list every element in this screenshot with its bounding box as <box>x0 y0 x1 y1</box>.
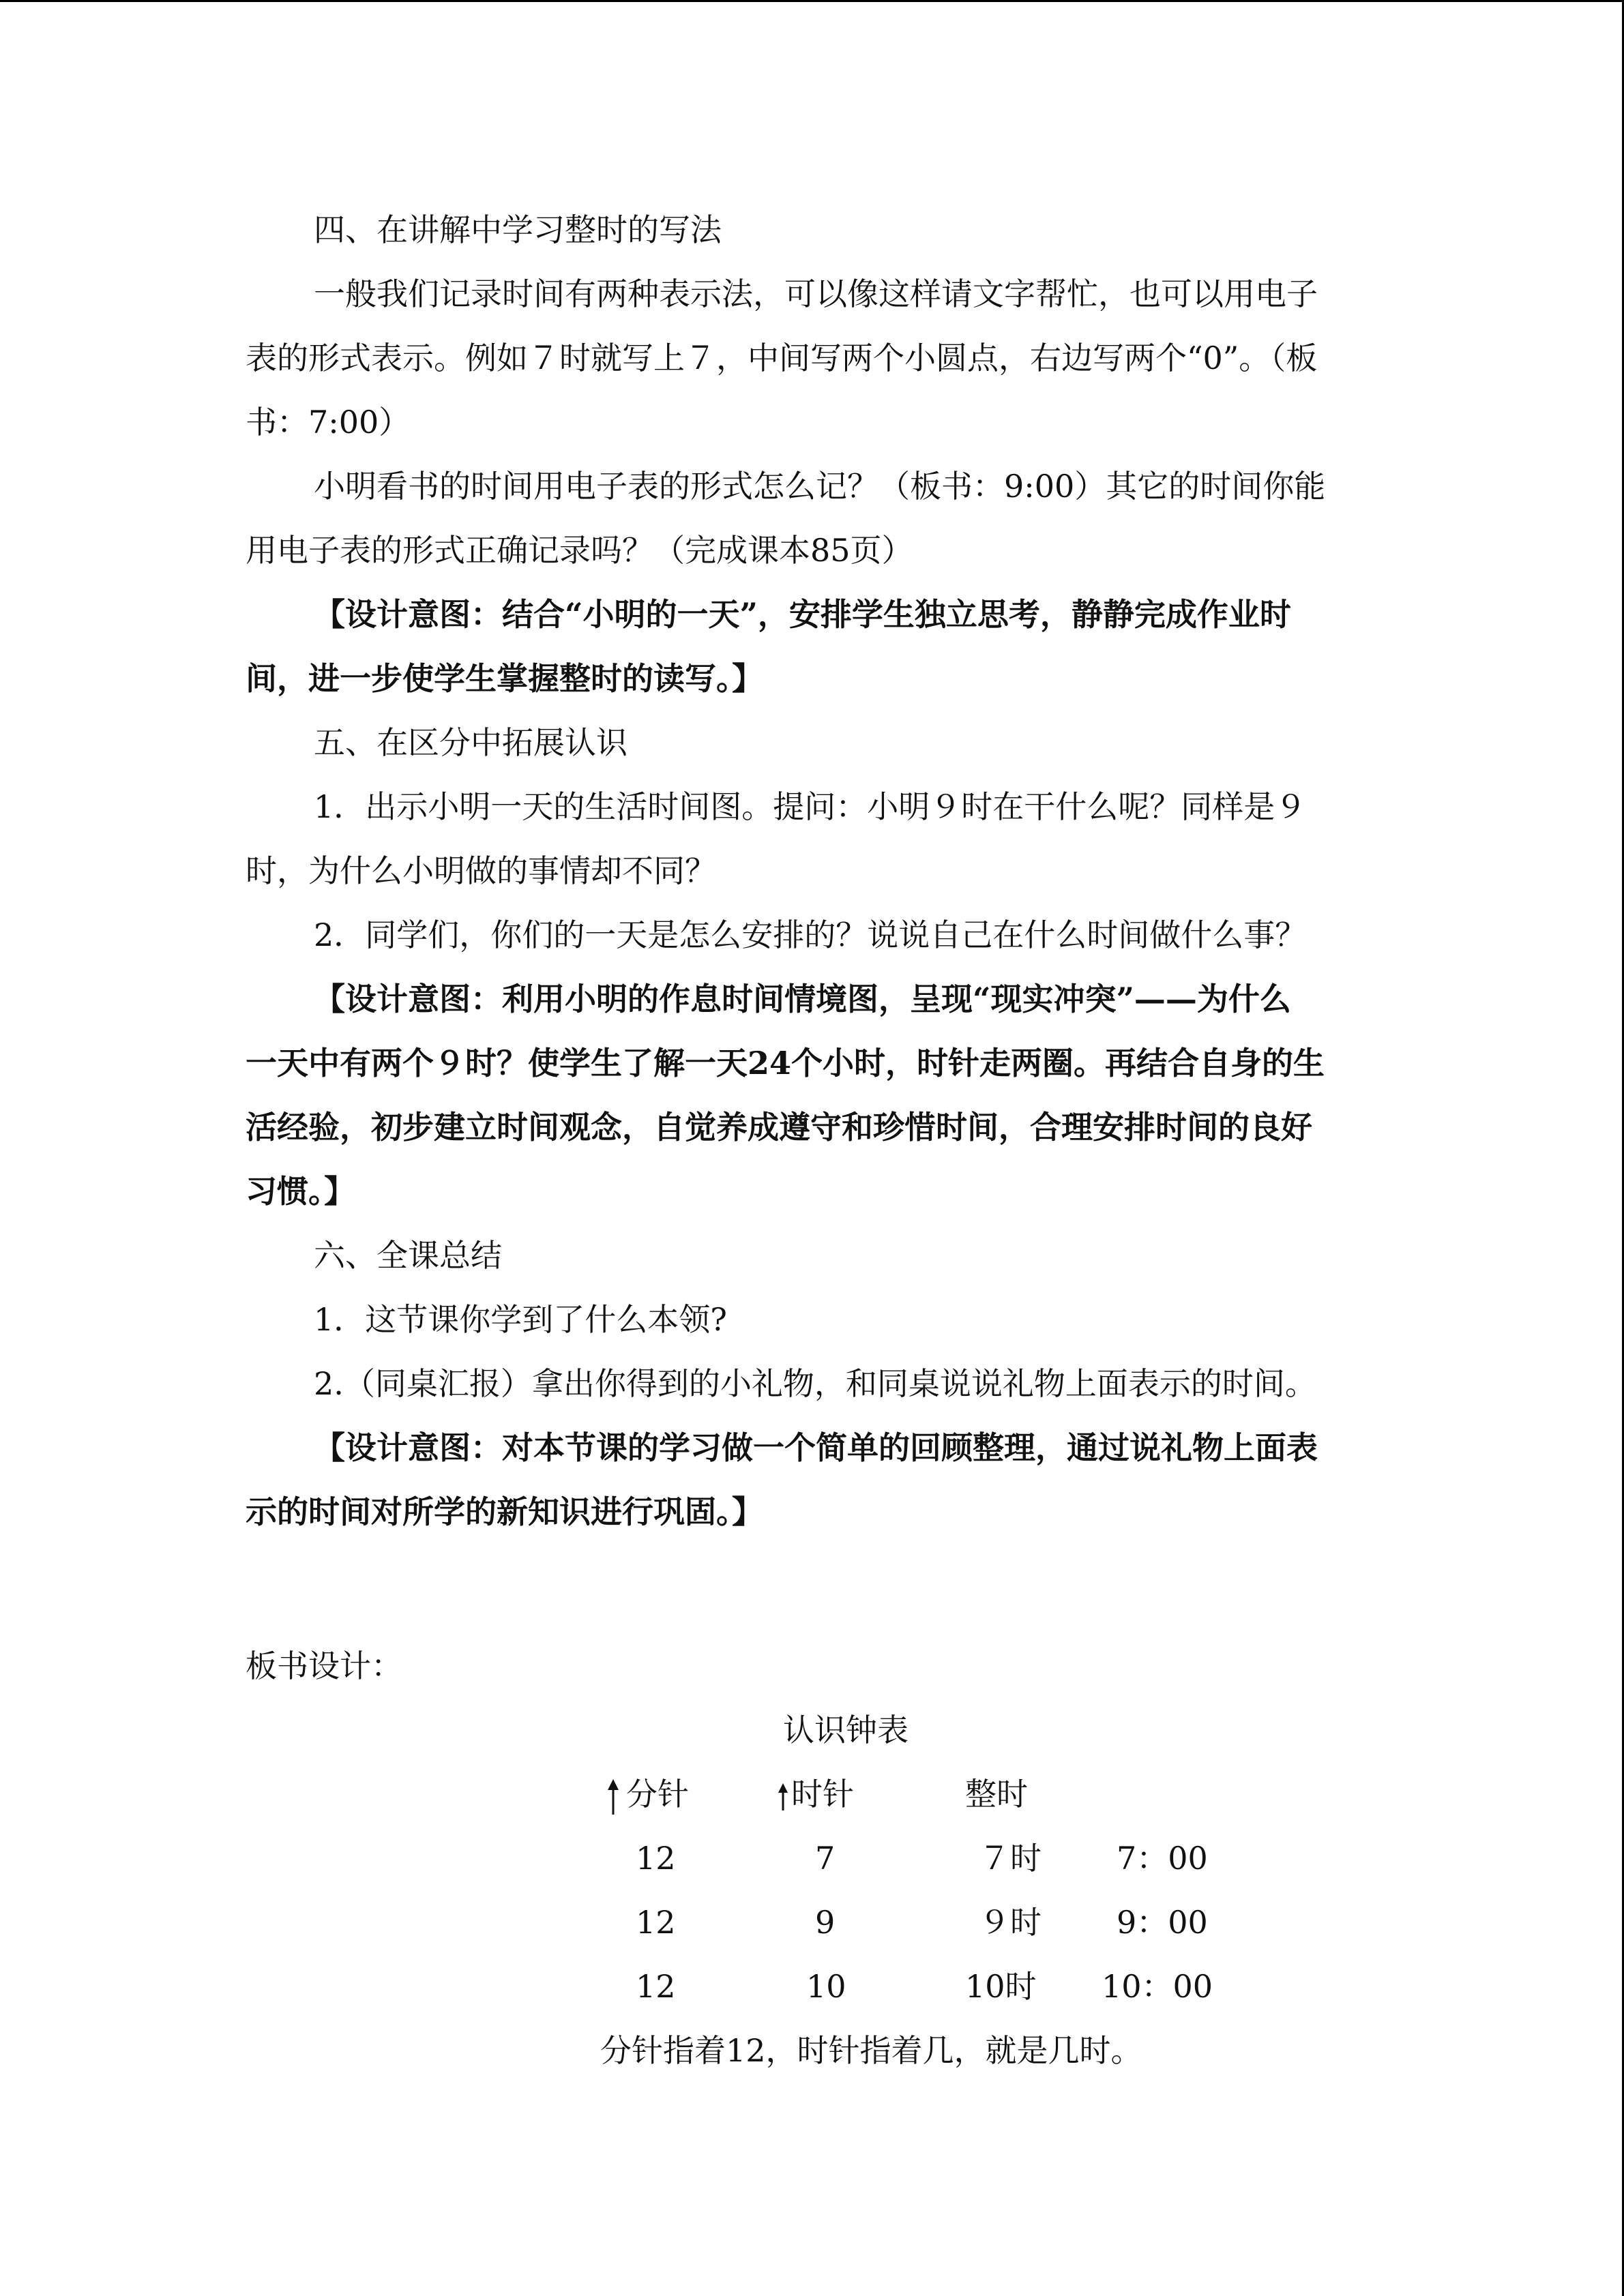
paragraph-line: 2.（同桌汇报）拿出你得到的小礼物，和同桌说说礼物上面表示的时间。 <box>314 1365 1316 1402</box>
digital-cell: 7：00 <box>1117 1840 1208 1877</box>
design-intent-note: 一天中有两个９时？使学生了解一天24个小时，时针走两圈。再结合自身的生 <box>246 1045 1325 1082</box>
hour-cell: 10 <box>806 1968 846 2005</box>
paragraph-line: 小明看书的时间用电子表的形式怎么记？（板书：9:00）其它的时间你能 <box>314 468 1326 505</box>
paragraph-line: 书：7:00） <box>246 404 411 441</box>
design-intent-note: 【设计意图：对本节课的学习做一个简单的回顾整理，通过说礼物上面表 <box>314 1429 1318 1466</box>
digital-cell: 9：00 <box>1117 1904 1208 1941</box>
design-intent-note: 习惯。】 <box>246 1173 355 1210</box>
paragraph-line: 1．这节课你学到了什么本领? <box>314 1301 727 1338</box>
hour-hand-header <box>778 1762 854 1826</box>
reading-cell: 10时 <box>965 1968 1037 2005</box>
paragraph-line: 1．出示小明一天的生活时间图。提问：小明９时在干什么呢？同样是９ <box>314 788 1307 825</box>
board-rule: 分针指着12，时针指着几，就是几时。 <box>600 2032 1142 2069</box>
section-heading-6: 六、全课总结 <box>314 1237 502 1274</box>
design-intent-note: 间，进一步使学生掌握整时的读写。】 <box>246 660 763 697</box>
section-heading-5: 五、在区分中拓展认识 <box>314 724 628 761</box>
design-intent-note: 活经验，初步建立时间观念，自觉养成遵守和珍惜时间，合理安排时间的良好 <box>246 1109 1312 1146</box>
minute-cell: 12 <box>636 1904 676 1941</box>
digital-cell: 10：00 <box>1102 1968 1213 2005</box>
design-intent-note: 【设计意图：结合“小明的一天”，安排学生独立思考，静静完成作业时 <box>314 596 1291 633</box>
board-title: 认识钟表 <box>783 1712 909 1748</box>
minute-hand-header <box>607 1762 689 1826</box>
hour-cell: 7 <box>815 1840 836 1877</box>
board-label: 板书设计： <box>246 1648 402 1684</box>
spacer <box>246 1544 1378 1630</box>
up-arrow-icon <box>778 1783 788 1810</box>
paragraph-line: 时，为什么小明做的事情却不同？ <box>246 852 716 889</box>
design-intent-note: 示的时间对所学的新知识进行巩固。】 <box>246 1493 763 1530</box>
paragraph-line: 一般我们记录时间有两种表示法，可以像这样请文字帮忙，也可以用电子 <box>314 275 1318 312</box>
paragraph-line: 2．同学们，你们的一天是怎么安排的？说说自己在什么时间做什么事？ <box>314 916 1307 953</box>
document-body <box>246 198 1378 2083</box>
whole-hour-header: 整时 <box>965 1776 1028 1813</box>
hour-cell: 9 <box>815 1904 836 1941</box>
hour-hand-label: 时针 <box>791 1776 854 1813</box>
reading-cell: ９时 <box>979 1904 1042 1941</box>
board-table <box>246 1762 1378 2018</box>
paragraph-line: 表的形式表示。例如７时就写上７，中间写两个小圆点，右边写两个“0”。（板 <box>246 340 1318 376</box>
reading-cell: ７时 <box>979 1840 1042 1877</box>
board-design <box>246 1634 1378 2083</box>
minute-hand-label: 分针 <box>626 1776 689 1813</box>
minute-cell: 12 <box>636 1840 676 1877</box>
minute-cell: 12 <box>636 1968 676 2005</box>
design-intent-note: 【设计意图：利用小明的作息时间情境图，呈现“现实冲突”——为什么 <box>314 981 1291 1017</box>
up-arrow-icon <box>607 1779 619 1815</box>
page-border-top <box>0 0 1624 2</box>
section-heading-4: 四、在讲解中学习整时的写法 <box>314 211 722 248</box>
paragraph-line: 用电子表的形式正确记录吗？（完成课本85页） <box>246 532 913 569</box>
